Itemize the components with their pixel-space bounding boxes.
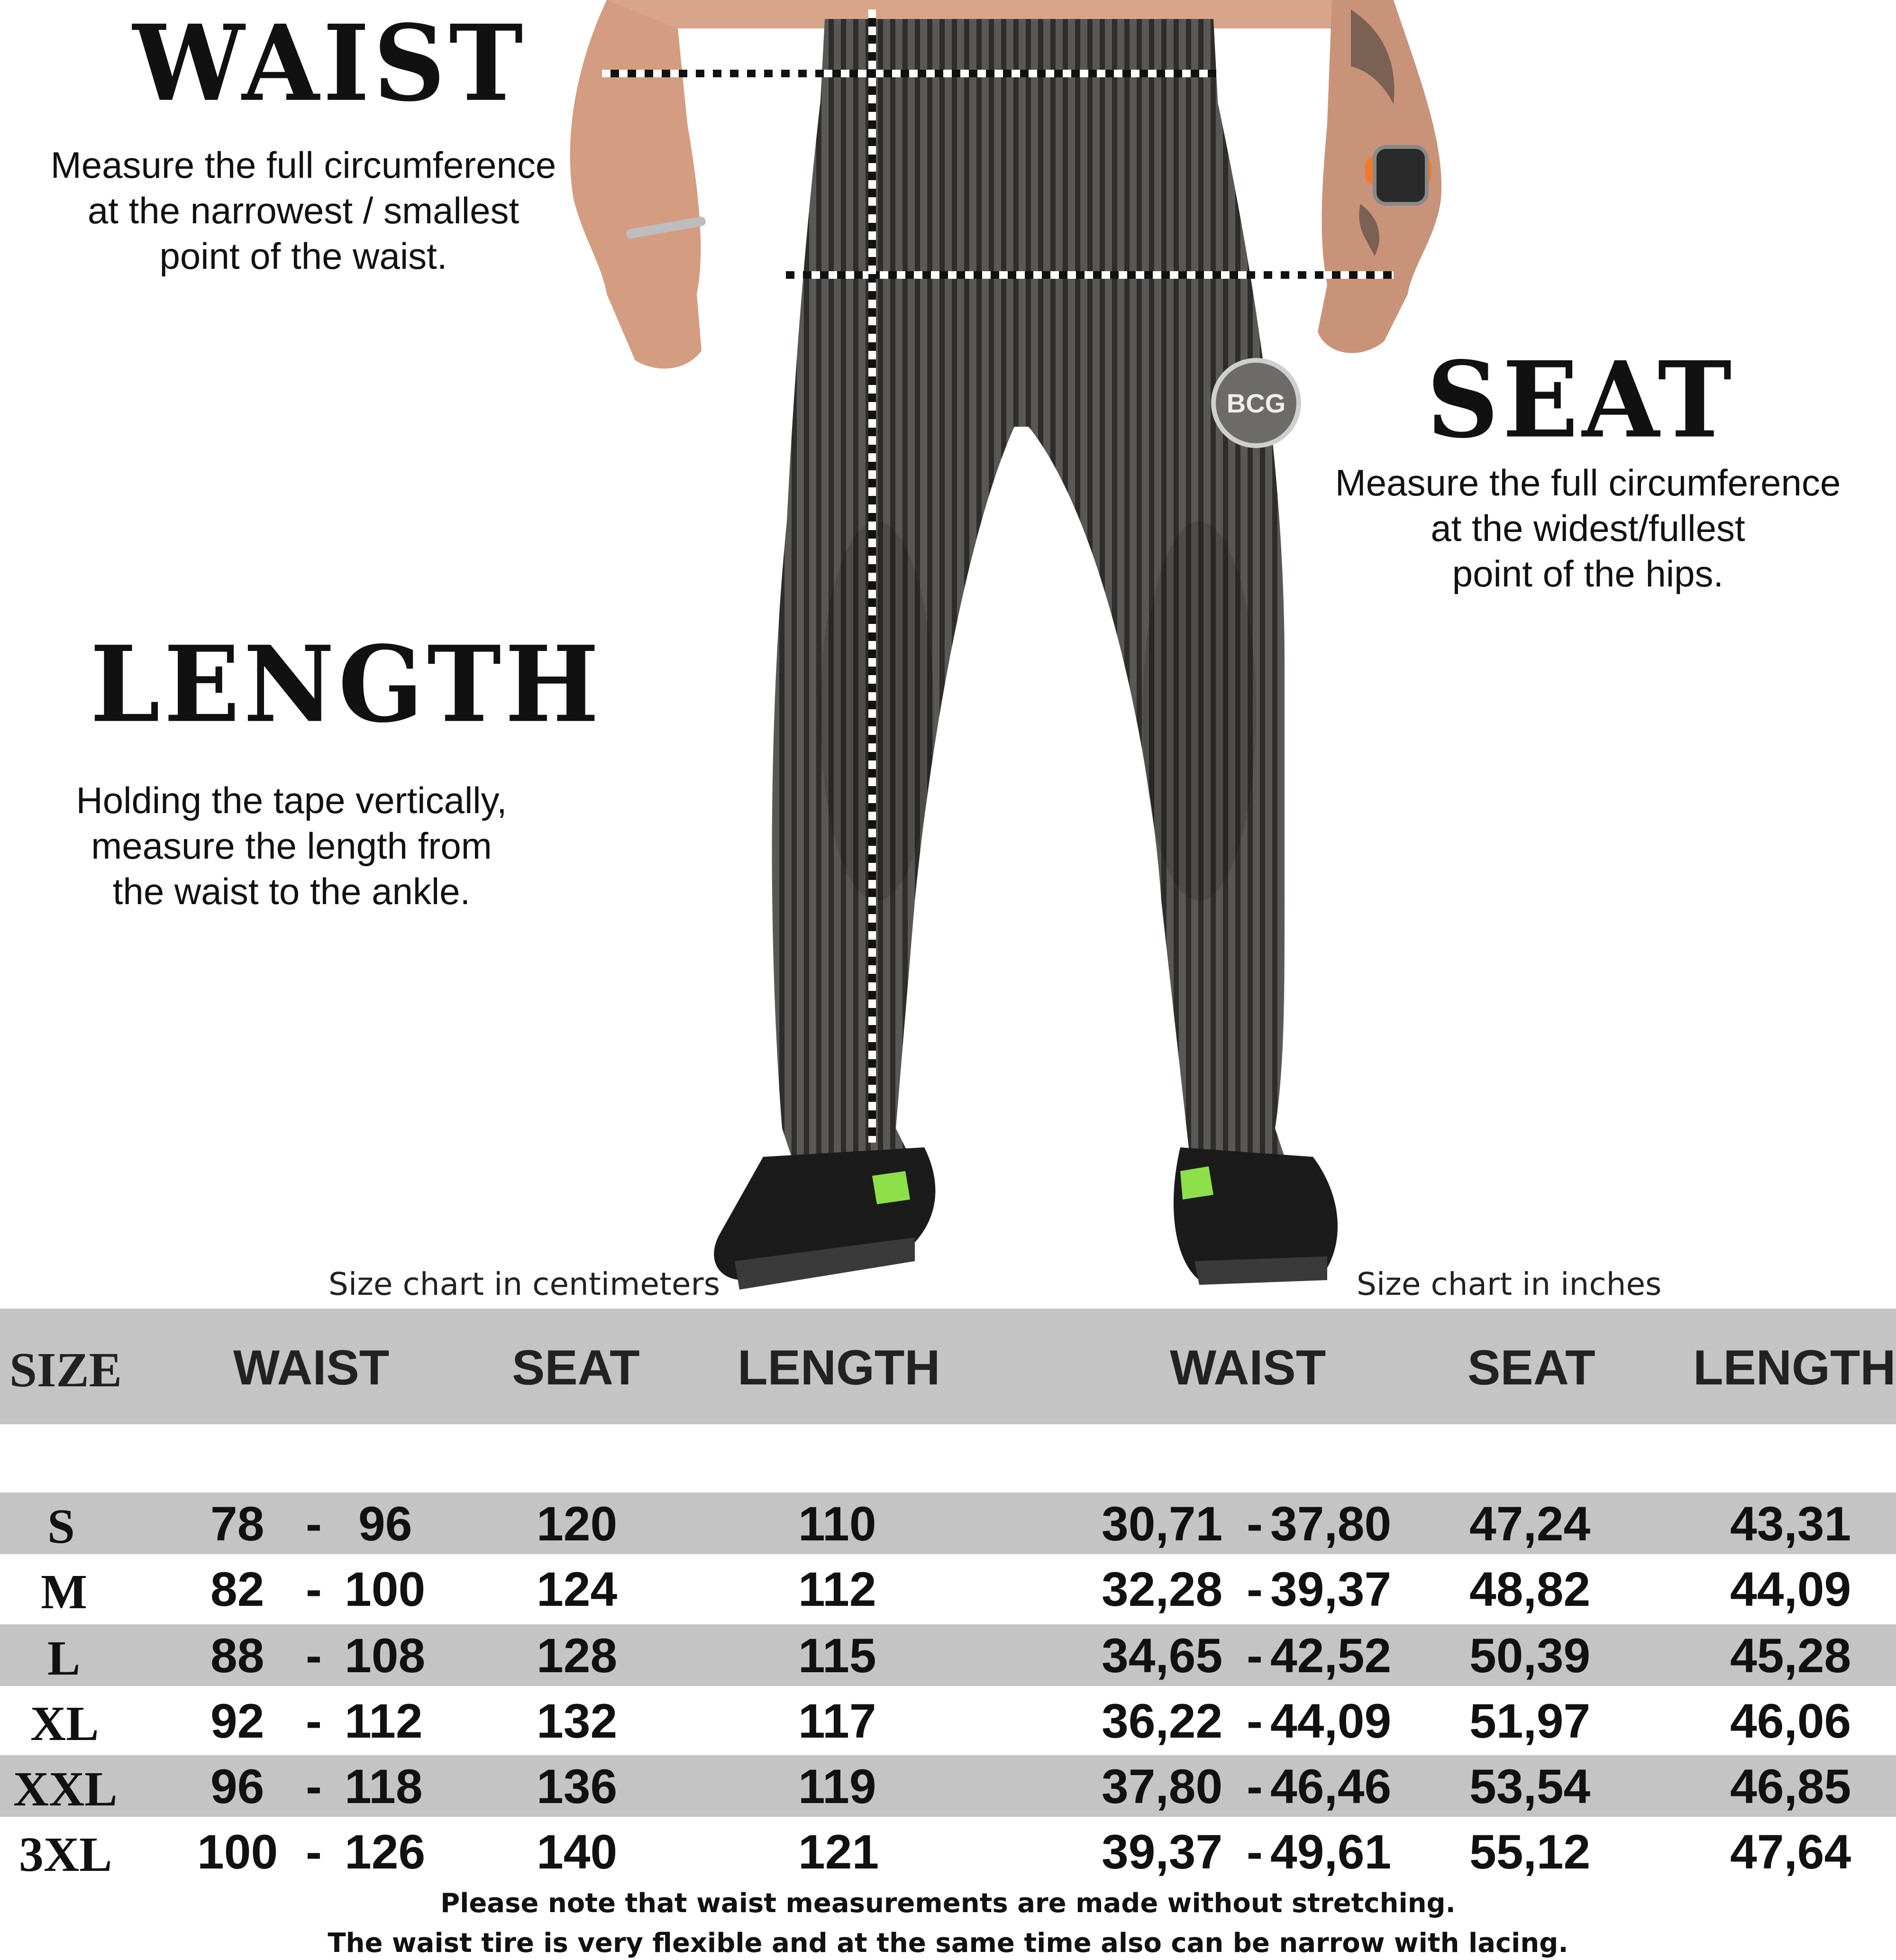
in-seat: 55,12 — [1469, 1825, 1591, 1879]
cm-waist-dash: - — [306, 1562, 322, 1616]
in-length: 44,09 — [1730, 1562, 1851, 1616]
cm-waist-min: 96 — [210, 1759, 264, 1813]
in-waist-min: 30,71 — [1102, 1497, 1223, 1551]
header-in-length: LENGTH — [1693, 1340, 1896, 1395]
seat-desc-line-1: Measure the full circumference — [1335, 462, 1841, 504]
footnote-lacing: The waist tire is very flexible and at the same time also can be narrow with lacing. — [328, 1928, 1568, 1959]
in-waist-max: 46,46 — [1270, 1759, 1392, 1813]
in-waist-min: 39,37 — [1102, 1825, 1223, 1879]
cm-length: 117 — [798, 1694, 876, 1748]
cm-length: 119 — [798, 1759, 876, 1813]
in-waist-dash: - — [1247, 1825, 1263, 1879]
cm-waist-dash: - — [306, 1825, 322, 1879]
row-band-xxl — [0, 1755, 1896, 1817]
cm-waist-min: 92 — [210, 1694, 264, 1748]
seat-description — [1280, 460, 1896, 596]
length-desc-line-3: the waist to the ankle. — [112, 870, 471, 912]
in-seat: 48,82 — [1469, 1562, 1591, 1616]
in-waist-min: 37,80 — [1102, 1759, 1223, 1813]
in-length: 46,06 — [1730, 1694, 1851, 1748]
in-length: 46,85 — [1730, 1759, 1851, 1813]
row-band-s — [0, 1493, 1896, 1554]
waist-desc-line-2: at the narrowest / smallest — [87, 190, 520, 231]
cm-chart-caption: Size chart in centimeters — [328, 1266, 720, 1302]
pants-shade — [820, 522, 934, 901]
cm-seat: 128 — [537, 1629, 618, 1683]
length-description — [0, 778, 583, 914]
cm-waist-max: 126 — [345, 1825, 426, 1879]
seat-title: SEAT — [1427, 338, 1736, 462]
size-cell: M — [41, 1565, 88, 1619]
in-waist-max: 42,52 — [1270, 1629, 1392, 1683]
size-cell: 3XL — [19, 1827, 112, 1882]
in-waist-dash: - — [1247, 1759, 1263, 1813]
in-waist-max: 49,61 — [1270, 1825, 1392, 1879]
cm-waist-max: 118 — [345, 1759, 423, 1813]
cm-seat: 120 — [537, 1497, 618, 1551]
waist-title: WAIST — [133, 1, 527, 125]
header-in-seat: SEAT — [1468, 1340, 1595, 1395]
in-waist-dash: - — [1247, 1497, 1263, 1551]
in-waist-max: 37,80 — [1270, 1497, 1392, 1551]
watch-face — [1375, 147, 1427, 204]
header-in-waist: WAIST — [1170, 1340, 1326, 1395]
size-cell: L — [47, 1631, 81, 1685]
inch-chart-caption: Size chart in inches — [1357, 1266, 1662, 1302]
cm-seat: 124 — [537, 1562, 618, 1616]
in-seat: 53,54 — [1469, 1759, 1591, 1813]
cm-waist-dash: - — [306, 1759, 322, 1813]
in-waist-max: 44,09 — [1270, 1694, 1392, 1748]
header-cm-seat: SEAT — [512, 1340, 640, 1395]
in-length: 47,64 — [1730, 1825, 1851, 1879]
cm-waist-min: 100 — [197, 1825, 278, 1879]
size-cell: S — [47, 1499, 75, 1554]
cm-waist-max: 112 — [345, 1694, 423, 1748]
in-waist-min: 32,28 — [1102, 1562, 1223, 1616]
length-desc-line-2: measure the length from — [91, 825, 492, 867]
model-photo — [545, 0, 1455, 1299]
length-title: LENGTH — [90, 623, 603, 746]
cm-length: 112 — [798, 1562, 876, 1616]
cm-seat: 132 — [537, 1694, 618, 1748]
waistband — [820, 19, 1218, 109]
in-length: 45,28 — [1730, 1629, 1851, 1683]
cm-seat: 136 — [537, 1759, 618, 1813]
header-cm-length: LENGTH — [738, 1340, 940, 1395]
seat-desc-line-3: point of the hips. — [1452, 553, 1724, 595]
cm-waist-min: 82 — [210, 1562, 264, 1616]
badge-text: BCG — [1226, 388, 1286, 418]
cm-waist-max: 100 — [345, 1562, 426, 1616]
waist-desc-line-1: Measure the full circumference — [50, 144, 556, 186]
waist-desc-line-3: point of the waist. — [159, 235, 447, 277]
cm-waist-min: 78 — [210, 1497, 264, 1551]
cm-waist-max: 96 — [358, 1497, 412, 1551]
cm-length: 121 — [798, 1825, 879, 1879]
seat-desc-line-2: at the widest/fullest — [1431, 507, 1745, 549]
size-cell: XXL — [13, 1762, 118, 1816]
in-waist-dash: - — [1247, 1629, 1263, 1683]
cm-waist-dash: - — [306, 1629, 322, 1683]
cm-waist-dash: - — [306, 1497, 322, 1551]
in-seat: 50,39 — [1469, 1629, 1591, 1683]
header-size: SIZE — [9, 1343, 122, 1397]
length-desc-line-1: Holding the tape vertically, — [76, 779, 507, 821]
cm-waist-min: 88 — [210, 1629, 264, 1683]
footnote-stretch: Please note that waist measurements are made without stretching. — [440, 1888, 1456, 1919]
in-waist-min: 36,22 — [1102, 1694, 1223, 1748]
cm-seat: 140 — [537, 1825, 618, 1879]
in-waist-max: 39,37 — [1270, 1562, 1392, 1616]
cm-waist-dash: - — [306, 1694, 322, 1748]
in-waist-dash: - — [1247, 1694, 1263, 1748]
in-length: 43,31 — [1730, 1497, 1851, 1551]
waist-description — [0, 142, 607, 279]
size-cell: XL — [30, 1696, 99, 1751]
in-seat: 47,24 — [1469, 1497, 1591, 1551]
in-waist-dash: - — [1247, 1562, 1263, 1616]
cm-length: 115 — [798, 1629, 876, 1683]
row-band-l — [0, 1624, 1896, 1686]
in-seat: 51,97 — [1469, 1694, 1591, 1748]
cm-waist-max: 108 — [345, 1629, 426, 1683]
in-waist-min: 34,65 — [1102, 1629, 1223, 1683]
cm-length: 110 — [798, 1497, 876, 1551]
header-cm-waist: WAIST — [233, 1340, 390, 1395]
